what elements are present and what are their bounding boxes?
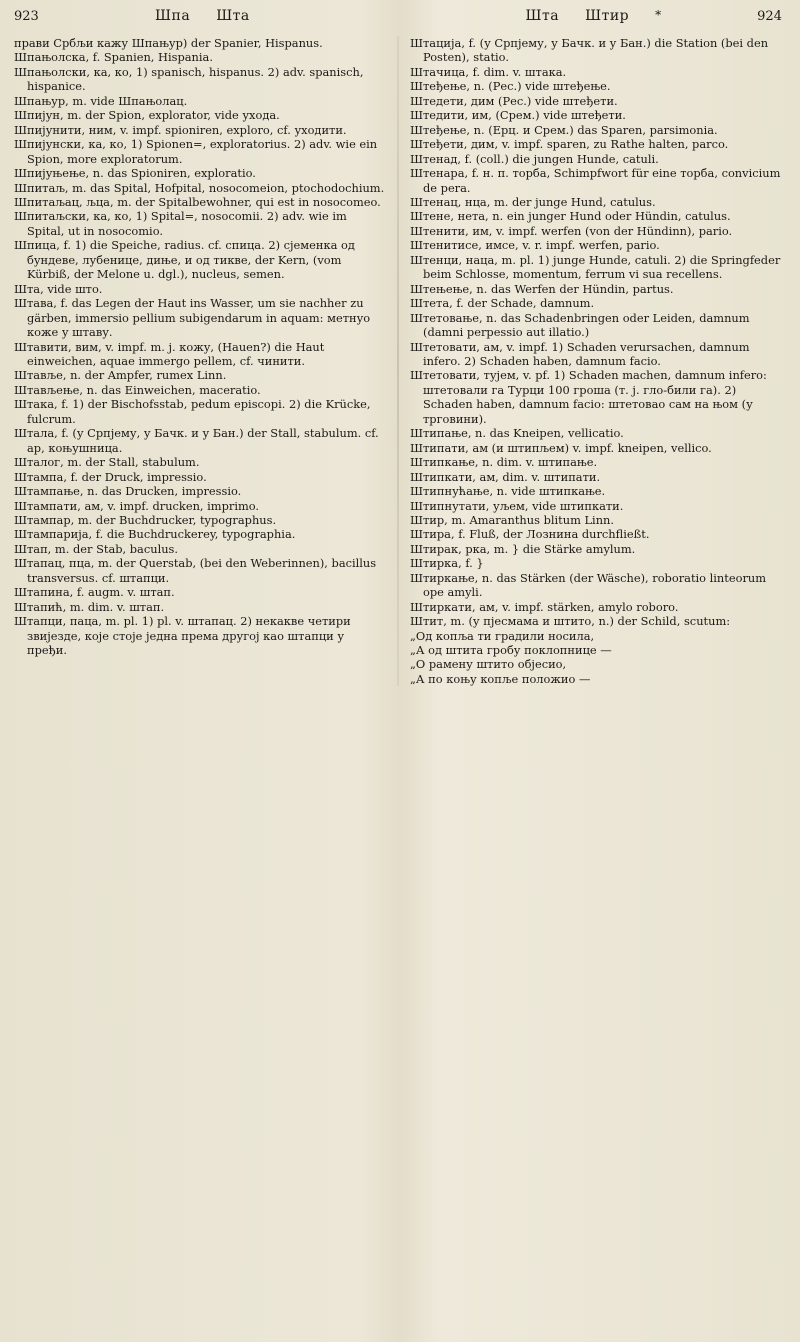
entry: Шпијунски, ка, ко, 1) Spionen=, exploratorius. 2) adv. wie ein Spion, more exploratorum.	[14, 137, 378, 166]
right-column	[410, 36, 782, 686]
entry: Шпитаљ, m. das Spital, Hofpital, nosocomeion, ptochodochium.	[14, 180, 385, 195]
entry: Штампа, f. der Druck, impressio.	[14, 469, 207, 484]
left-page-number: 923	[14, 9, 39, 24]
entry: Штит, m. (у пјесмама и штито, n.) der Schild, scutum:	[410, 614, 731, 629]
entry: Штенац, нца, m. der junge Hund, catulus.	[410, 194, 656, 209]
entry: Штетовање, n. das Schadenbringen oder Leiden, damnum (damni perpessio aut illatio.)	[410, 310, 750, 340]
entry: Штипкати, ам, dim. v. штипати.	[410, 469, 601, 484]
header-asterisk: *	[655, 8, 662, 22]
entry: Штеђење, n. (Ерц. и Срем.) das Sparen, parsimonia.	[410, 122, 718, 137]
entry: Штапић, m. dim. v. штап.	[14, 599, 165, 614]
entry: Шпијун, m. der Spion, explorator, vide уходa.	[14, 108, 280, 123]
entry: Шпитаљски, ка, ко, 1) Spital=, nosocomii. 2) adv. wie im Spital, ut in nosocomio.	[14, 209, 347, 238]
page-gutter	[397, 36, 399, 686]
left-guide-word-last: Штa	[216, 8, 250, 24]
entry: Штир, m. Amaranthus blitum Linn.	[410, 512, 614, 527]
entry: Штављe, n. der Ampfer, rumex Linn.	[14, 368, 227, 383]
entry: Штедити, им, (Срем.) vide штеђети.	[410, 108, 626, 123]
entry: Штампарија, f. die Buchdruckerey, typographia.	[14, 527, 296, 542]
entry: Штедети, дим (Рес.) vide штеђети.	[410, 93, 618, 108]
entry: Штипкање, n. dim. v. штипање.	[410, 455, 598, 470]
running-header	[14, 8, 782, 36]
right-guide-word-last: Штир	[585, 8, 630, 24]
entry: Штеђење, n. (Рес.) vide штеђење.	[410, 79, 611, 94]
entry: Шпитаљац, љца, m. der Spitalbewohner, qui est in nosocomeo.	[14, 194, 381, 209]
left-column	[14, 36, 386, 686]
entry: Штеђети, дим, v. impf. sparen, zu Rathe halten, parco.	[410, 137, 729, 152]
entry: Штиркање, n. das Stärken (der Wäsche), roboratio linteorum ope amyli.	[410, 570, 767, 600]
entry: Шпањолска, f. Spanien, Hispania.	[14, 50, 213, 65]
entry: Штачица, f. dim. v. штака.	[410, 64, 567, 79]
left-header	[14, 8, 386, 24]
right-guide-words	[526, 8, 662, 24]
entry: Шпањолски, ка, ко, 1) spanisch, hispanus. 2) adv. spanisch, hispanice.	[14, 64, 364, 94]
entry: Штенити, им, v. impf. werfen (von der Hündinn), pario.	[410, 223, 733, 238]
entry: Штипање, n. das Kneipen, vellicatio.	[410, 426, 624, 441]
entry: Штирка, f. }	[410, 556, 484, 571]
entry: Штавити, вим, v. impf. m. j. кожу, (Hauen?) die Haut einweichen, aquae immergo pellem, cf. чинити.	[14, 339, 325, 368]
entry: Штипати, ам (и штипљем) v. impf. kneipen, vellico.	[410, 440, 712, 455]
entry: Штипнутати, уљем, vide штипкати.	[410, 498, 624, 513]
entry: Штене, нета, n. ein junger Hund oder Hündin, catulus.	[410, 209, 731, 224]
entry: Шпијунити, ним, v. impf. spioniren, exploro, cf. уходити.	[14, 122, 347, 137]
entry: Штација, f. (у Српјему, у Бачк. и у Бан.) die Station (bei den Posten), statio.	[410, 36, 769, 65]
entry: Шталог, m. der Stall, stabulum.	[14, 455, 200, 470]
entry: Штетовати, тујем, v. pf. 1) Schaden machen, damnum infero: штетовали га Турци 100 гроша (т. j. гло-били га). 2) Schaden haben, damnum facio: штетовао сам на њом (у трговини).	[410, 368, 767, 426]
left-guide-word-first: Шпа	[155, 8, 191, 24]
entry: Штап, m. der Stab, baculus.	[14, 541, 179, 556]
entry: Штапац, пца, m. der Querstab, (bei den Weberinnen), bacillus transversus. cf. штапци.	[14, 556, 377, 585]
entry: Штампар, m. der Buchdrucker, typographus.	[14, 512, 277, 527]
entry: Штампати, ам, v. impf. drucken, imprimo.	[14, 498, 260, 513]
entry: Штављење, n. das Einweichen, maceratio.	[14, 382, 261, 397]
two-column-body	[14, 36, 782, 686]
entry: Шпица, f. 1) die Speiche, radius. cf. спица. 2) сјеменка од бундеве, лубенице, диње, и од тикве, der Kern, (vom Kürbiß, der Melone u. dgl.), nucleus, semen.	[14, 238, 355, 282]
left-guide-words	[155, 8, 250, 24]
entry: Шпањур, m. vide Шпањолац.	[14, 93, 188, 108]
entry: Штета, f. der Schade, damnum.	[410, 296, 595, 311]
entry: Штапина, f. augm. v. штап.	[14, 585, 175, 600]
verse-line: „О рамену штито објесио,	[410, 657, 567, 672]
verse-line: „А од штита гробу поклопнице —	[410, 643, 612, 658]
entry: Штенци, наца, m. pl. 1) junge Hunde, catuli. 2) die Springfeder beim Schlosse, momentum, ferrum vi sua recellens.	[410, 252, 781, 282]
right-header	[410, 8, 782, 24]
entry: Штира, f. Fluß, der Лознина durchfließt.	[410, 527, 650, 542]
entry: Штирак, рка, m. } die Stärke amylum.	[410, 541, 636, 556]
verse-line: „Од копља ти градили носила,	[410, 628, 595, 643]
verse-line: „А по коњу копље положио —	[410, 671, 591, 686]
entry: Шпијуњење, n. das Spioniren, exploratio.	[14, 166, 256, 181]
entry: Штипнућање, n. vide штипкање.	[410, 484, 606, 499]
right-guide-word-first: Штa	[525, 8, 560, 24]
entry: Штиркати, ам, v. impf. stärken, amylo roboro.	[410, 599, 679, 614]
entry: Штењење, n. das Werfen der Hündin, partus.	[410, 281, 674, 296]
entry: Штенад, f. (coll.) die jungen Hunde, catuli.	[410, 151, 659, 166]
entry: Штала, f. (у Српјему, у Бачк. и у Бан.) der Stall, stabulum. cf. ар, коњушница.	[14, 426, 379, 455]
entry: Штенитисе, имсе, v. r. impf. werfen, pario.	[410, 238, 660, 253]
entry: Штенара, f. н. п. торба, Schimpfwort für eine торба, convicium de pera.	[410, 166, 781, 195]
entry: Шта, vide што.	[14, 281, 103, 296]
entry: Штапци, паца, m. pl. 1) pl. v. штапац. 2) некакве четири звијезде, које стоје једна према другој као штапци у пређи.	[14, 614, 351, 658]
entry: прави Србљи кажу Шпањур) der Spanier, Hispanus.	[14, 36, 323, 50]
entry: Штака, f. 1) der Bischofsstab, pedum episcopi. 2) die Krücke, fulcrum.	[14, 397, 371, 426]
entry: Штетовати, ам, v. impf. 1) Schaden verursachen, damnum infero. 2) Schaden haben, damnum facio.	[410, 339, 750, 368]
right-page-number: 924	[757, 9, 782, 24]
entry: Штава, f. das Legen der Haut ins Wasser, um sie nachher zu gärben, immersio pellium subigendarum in aquam: метнуо коже у штаву.	[14, 296, 371, 340]
entry: Штампање, n. das Drucken, impressio.	[14, 484, 242, 499]
